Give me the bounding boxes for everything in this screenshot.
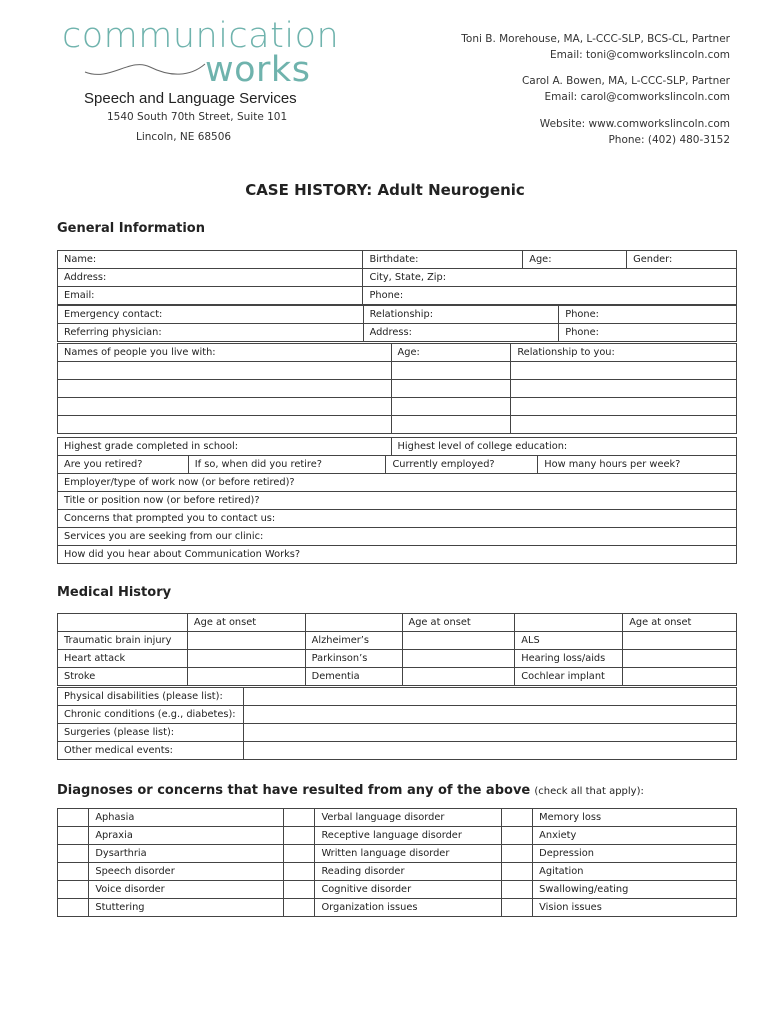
website: Website: www.comworkslincoln.com (539, 118, 730, 130)
birthdate-field[interactable]: Birthdate: (363, 251, 523, 269)
general-info-table (57, 250, 737, 305)
contact-block-3 (540, 116, 730, 148)
diagnoses-note: (check all that apply): (534, 786, 644, 797)
phone-field[interactable]: Phone: (363, 287, 737, 305)
checkbox[interactable] (58, 881, 89, 899)
household-age-2[interactable] (391, 380, 511, 398)
address-field[interactable]: Address: (58, 269, 363, 287)
condition-label: Hearing loss/aids (515, 650, 623, 668)
checkbox[interactable] (501, 863, 532, 881)
condition-label: Cochlear implant (515, 668, 623, 686)
address-line-2: Lincoln, NE 68506 (136, 131, 232, 143)
hear-about-field[interactable]: How did you hear about Communication Works? (58, 546, 737, 564)
medical-blank-1 (58, 614, 188, 632)
surgeries-label: Surgeries (please list): (58, 724, 244, 742)
household-rel-4[interactable] (511, 416, 737, 434)
checkbox[interactable] (501, 899, 532, 917)
medical-blank-2 (305, 614, 402, 632)
onset-header-2: Age at onset (402, 614, 515, 632)
surgeries-input[interactable] (243, 724, 736, 742)
physical-label: Physical disabilities (please list): (58, 688, 244, 706)
onset-input[interactable] (187, 668, 305, 686)
condition-label: Dementia (305, 668, 402, 686)
onset-input[interactable] (402, 650, 515, 668)
employed-field[interactable]: Currently employed? (386, 456, 538, 474)
diagnosis-label: Agitation (533, 863, 737, 881)
checkbox[interactable] (501, 845, 532, 863)
retired-field[interactable]: Are you retired? (58, 456, 189, 474)
checkbox[interactable] (501, 809, 532, 827)
household-name-3[interactable] (58, 398, 392, 416)
household-name-2[interactable] (58, 380, 392, 398)
name-field[interactable]: Name: (58, 251, 363, 269)
household-age-4[interactable] (391, 416, 511, 434)
diagnosis-label: Written language disorder (315, 845, 501, 863)
partner1-name: Toni B. Morehouse, MA, L-CCC-SLP, BCS-CL, Partner (461, 33, 730, 45)
diagnosis-label: Dysarthria (89, 845, 284, 863)
diagnosis-label: Speech disorder (89, 863, 284, 881)
employer-field[interactable]: Employer/type of work now (or before retired)? (58, 474, 737, 492)
live-with-field[interactable]: Names of people you live with: (58, 344, 392, 362)
checkbox[interactable] (58, 845, 89, 863)
medical-table (57, 613, 737, 686)
checkbox[interactable] (284, 881, 315, 899)
condition-label: Stroke (58, 668, 188, 686)
diagnoses-heading-row (57, 783, 644, 798)
logo-works: works (205, 50, 311, 90)
diagnosis-label: Aphasia (89, 809, 284, 827)
checkbox[interactable] (284, 899, 315, 917)
chronic-input[interactable] (243, 706, 736, 724)
checkbox[interactable] (58, 863, 89, 881)
relationship-field[interactable]: Relationship: (363, 306, 559, 324)
when-retire-field[interactable]: If so, when did you retire? (188, 456, 386, 474)
condition-label: ALS (515, 632, 623, 650)
medical-list-table (57, 687, 737, 760)
condition-label: Parkinson’s (305, 650, 402, 668)
medical-blank-3 (515, 614, 623, 632)
onset-input[interactable] (402, 668, 515, 686)
checkbox[interactable] (58, 899, 89, 917)
household-rel-3[interactable] (511, 398, 737, 416)
household-name-4[interactable] (58, 416, 392, 434)
highest-college-field[interactable]: Highest level of college education: (391, 438, 736, 456)
email-field[interactable]: Email: (58, 287, 363, 305)
checkbox[interactable] (58, 809, 89, 827)
contacts-table (57, 305, 737, 342)
diagnosis-label: Verbal language disorder (315, 809, 501, 827)
logo-communication: communication (62, 16, 340, 56)
contact-block-2 (522, 73, 730, 105)
other-label: Other medical events: (58, 742, 244, 760)
address-line-1: 1540 South 70th Street, Suite 101 (107, 111, 288, 123)
checkbox[interactable] (501, 827, 532, 845)
tagline: Speech and Language Services (84, 90, 297, 107)
checkbox[interactable] (501, 881, 532, 899)
physician-phone-field[interactable]: Phone: (559, 324, 737, 342)
onset-input[interactable] (187, 632, 305, 650)
condition-label: Heart attack (58, 650, 188, 668)
emergency-field[interactable]: Emergency contact: (58, 306, 364, 324)
emergency-phone-field[interactable]: Phone: (559, 306, 737, 324)
diagnosis-label: Cognitive disorder (315, 881, 501, 899)
page-title: CASE HISTORY: Adult Neurogenic (245, 181, 525, 199)
physical-input[interactable] (243, 688, 736, 706)
household-relationship-header: Relationship to you: (511, 344, 737, 362)
onset-input[interactable] (187, 650, 305, 668)
work-table (57, 473, 737, 564)
partner1-email: Email: toni@comworkslincoln.com (550, 49, 730, 61)
diagnosis-label: Reading disorder (315, 863, 501, 881)
household-rel-2[interactable] (511, 380, 737, 398)
checkbox[interactable] (284, 845, 315, 863)
medical-heading: Medical History (57, 585, 172, 600)
checkbox[interactable] (284, 863, 315, 881)
diagnosis-label: Swallowing/eating (533, 881, 737, 899)
age-field[interactable]: Age: (523, 251, 627, 269)
checkbox[interactable] (284, 809, 315, 827)
onset-input[interactable] (623, 632, 737, 650)
contact-block-1 (461, 31, 730, 63)
diagnosis-label: Voice disorder (89, 881, 284, 899)
employment-table (57, 455, 737, 474)
onset-header-3: Age at onset (623, 614, 737, 632)
household-age-3[interactable] (391, 398, 511, 416)
logo-swirl-icon (80, 52, 210, 82)
hours-field[interactable]: How many hours per week? (538, 456, 737, 474)
gender-field[interactable]: Gender: (627, 251, 737, 269)
onset-input[interactable] (623, 668, 737, 686)
diagnosis-label: Receptive language disorder (315, 827, 501, 845)
referring-field[interactable]: Referring physician: (58, 324, 364, 342)
diagnoses-table (57, 808, 737, 917)
diagnosis-label: Anxiety (533, 827, 737, 845)
highest-grade-field[interactable]: Highest grade completed in school: (58, 438, 392, 456)
diagnosis-label: Depression (533, 845, 737, 863)
partner2-email: Email: carol@comworkslincoln.com (544, 91, 730, 103)
physician-address-field[interactable]: Address: (363, 324, 559, 342)
chronic-label: Chronic conditions (e.g., diabetes): (58, 706, 244, 724)
services-field[interactable]: Services you are seeking from our clinic: (58, 528, 737, 546)
household-name-1[interactable] (58, 362, 392, 380)
diagnosis-label: Memory loss (533, 809, 737, 827)
condition-label: Traumatic brain injury (58, 632, 188, 650)
concerns-field[interactable]: Concerns that prompted you to contact us: (58, 510, 737, 528)
education-table (57, 437, 737, 456)
onset-input[interactable] (623, 650, 737, 668)
household-rel-1[interactable] (511, 362, 737, 380)
diagnosis-label: Apraxia (89, 827, 284, 845)
household-table (57, 343, 737, 434)
diagnosis-label: Stuttering (89, 899, 284, 917)
diagnosis-label: Organization issues (315, 899, 501, 917)
onset-header-1: Age at onset (187, 614, 305, 632)
household-age-header: Age: (391, 344, 511, 362)
diagnoses-heading: Diagnoses or concerns that have resulted from any of the above (57, 783, 531, 798)
title-position-field[interactable]: Title or position now (or before retired)? (58, 492, 737, 510)
checkbox[interactable] (58, 827, 89, 845)
city-field[interactable]: City, State, Zip: (363, 269, 737, 287)
other-input[interactable] (243, 742, 736, 760)
general-heading: General Information (57, 221, 205, 236)
household-age-1[interactable] (391, 362, 511, 380)
partner2-name: Carol A. Bowen, MA, L-CCC-SLP, Partner (521, 75, 730, 87)
onset-input[interactable] (402, 632, 515, 650)
diagnosis-label: Vision issues (533, 899, 737, 917)
checkbox[interactable] (284, 827, 315, 845)
phone: Phone: (402) 480-3152 (608, 134, 730, 146)
condition-label: Alzheimer’s (305, 632, 402, 650)
